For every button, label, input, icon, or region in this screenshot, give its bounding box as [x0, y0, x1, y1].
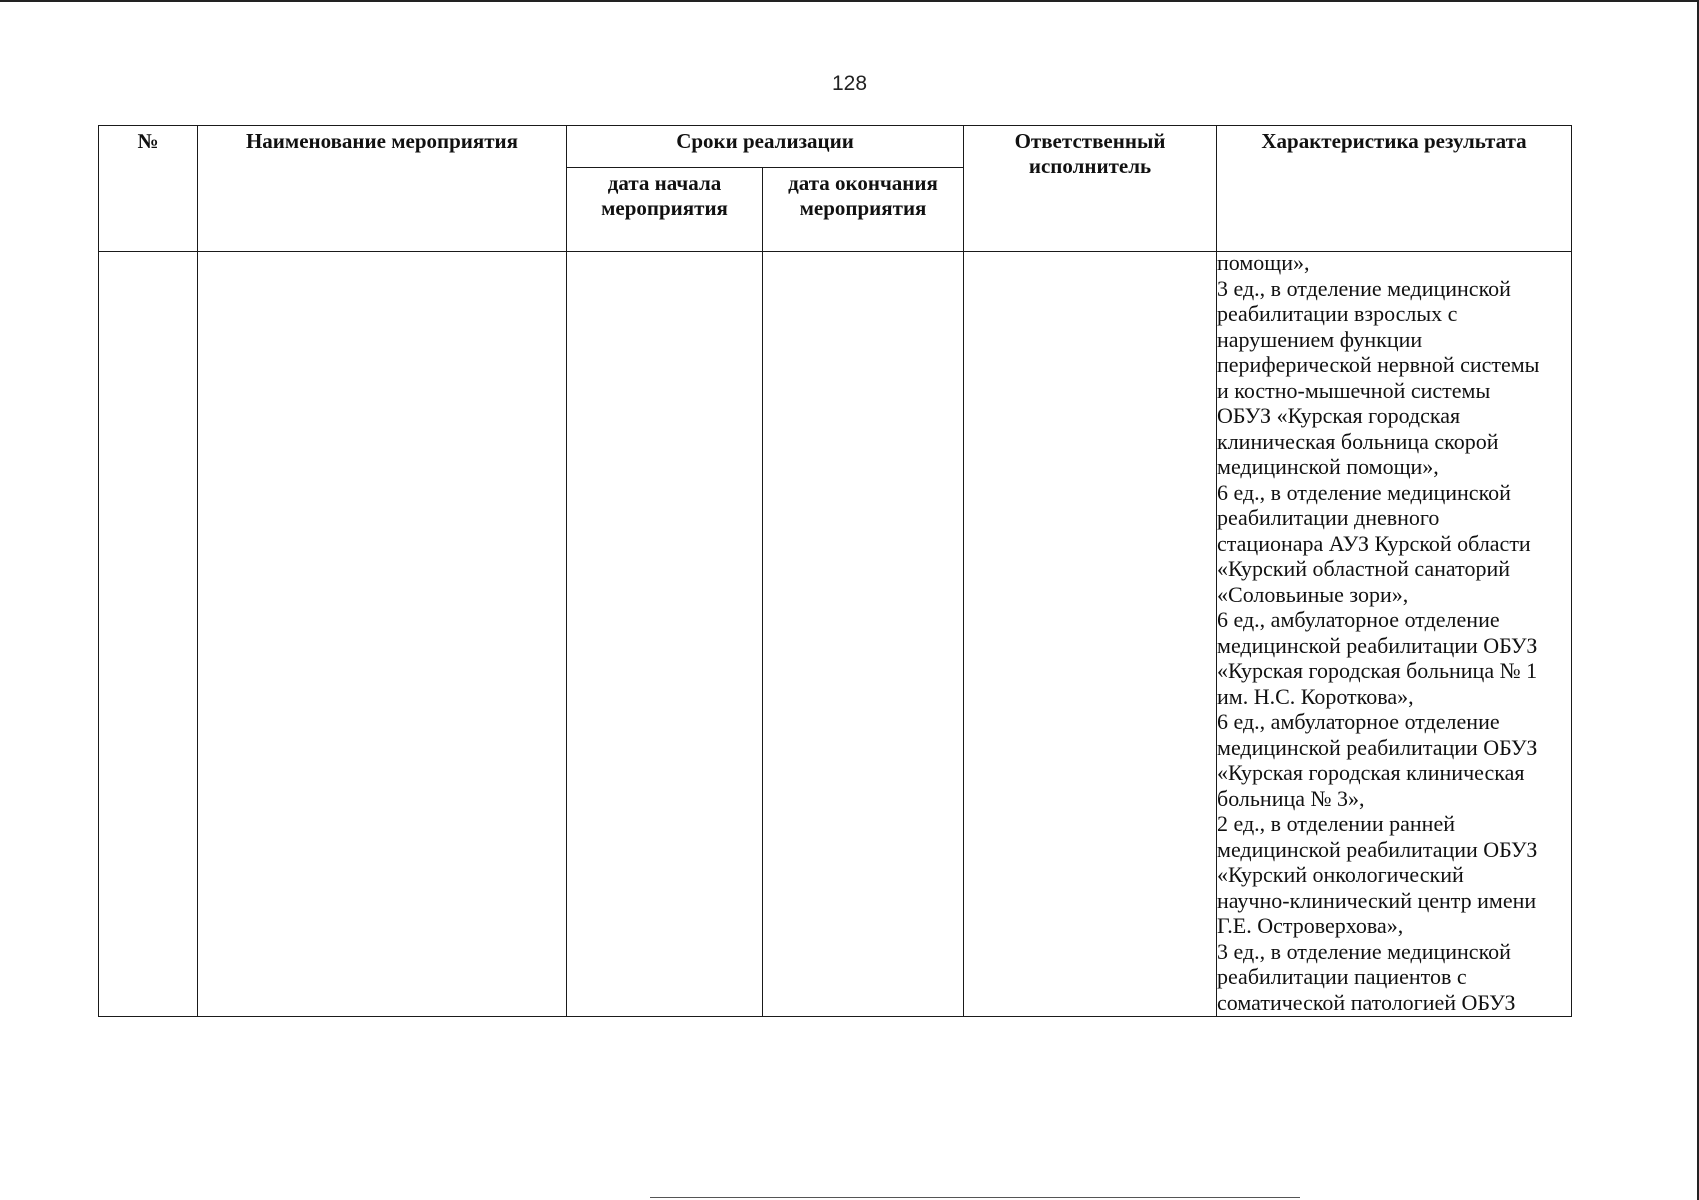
- header-end-date: дата окончания мероприятия: [763, 168, 964, 252]
- header-timeline: Сроки реализации: [567, 126, 964, 168]
- page-edge-top: [0, 0, 1699, 2]
- header-activity-name: Наименование мероприятия: [198, 126, 567, 252]
- result-text: помощи», 3 ед., в отделение медицинской реабилитации взрослых с нарушением функции периферической нервной системы и костно-мышечной системы ОБУЗ «Курская городская клиническая больница скорой медицинской помощи», 6 ед., в отделение медицинской реабилитации дневного стационара АУЗ Курской области «Курский областной санаторий «Соловьиные зори», 6 ед., амбулаторное отделение медицинской реабилитации ОБУЗ «Курская городская больница № 1 им. Н.С. Короткова», 6 ед., амбулаторное отделение медицинской реабилитации ОБУЗ «Курская городская клиническая больница № 3», 2 ед., в отделении ранней медицинской реабилитации ОБУЗ «Курский онкологический научно-клинический центр имени Г.Е. Островерхова», 3 ед., в отделение медицинской реабилитации пациентов с соматической патологией ОБУЗ: [1217, 251, 1540, 1015]
- page-edge-bottom: [650, 1197, 1300, 1198]
- header-result: Характеристика результата: [1217, 126, 1572, 252]
- header-start-date: дата начала мероприятия: [567, 168, 763, 252]
- header-responsible: Ответственный исполнитель: [964, 126, 1217, 252]
- table-row: [99, 252, 1572, 1017]
- table-header-row-1: [99, 126, 1572, 168]
- cell-responsible: [964, 252, 1217, 1017]
- page-number: 128: [831, 72, 868, 95]
- cell-num: [99, 252, 198, 1017]
- cell-start-date: [567, 252, 763, 1017]
- header-num: №: [99, 126, 198, 252]
- cell-activity-name: [198, 252, 567, 1017]
- cell-result: [1217, 252, 1572, 1017]
- activities-table: [98, 125, 1572, 1017]
- cell-end-date: [763, 252, 964, 1017]
